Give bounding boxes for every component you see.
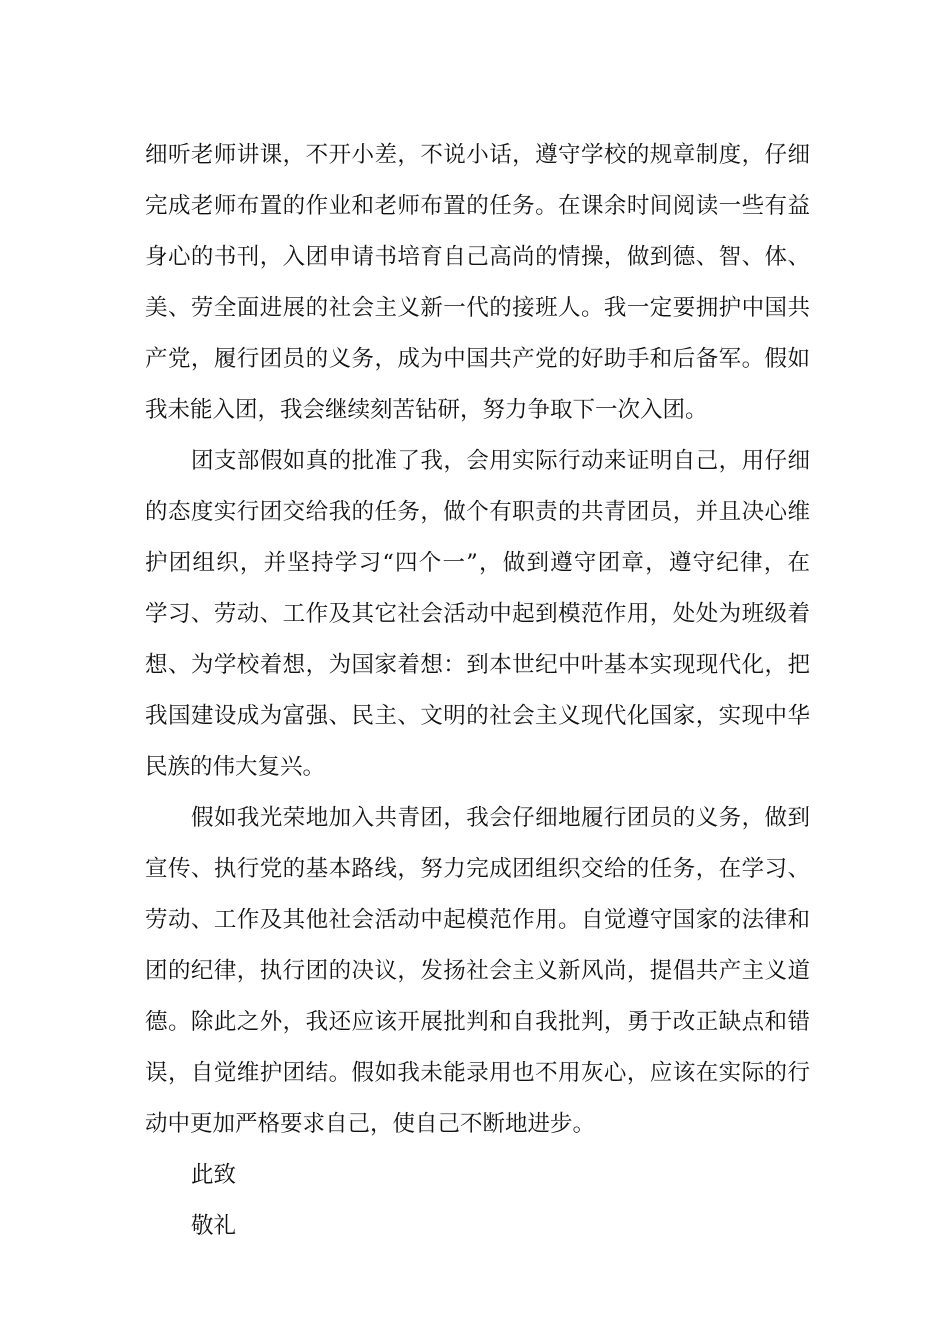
text-line: 身心的书刊，入团申请书培育自己高尚的情操，做到德、智、体、 xyxy=(145,244,810,270)
text-line: 护团组织，并坚持学习“四个一”，做到遵守团章，遵守纪律，在 xyxy=(145,550,810,576)
text-line: 学习、劳动、工作及其它社会活动中起到模范作用，处处为班级着 xyxy=(145,601,810,627)
text-line: 假如我光荣地加入共青团，我会仔细地履行团员的义务，做到 xyxy=(191,805,810,831)
paragraph-2 xyxy=(145,436,810,793)
paragraph-1 xyxy=(145,130,810,436)
text-line: 美、劳全面进展的社会主义新一代的接班人。我一定要拥护中国共 xyxy=(145,295,810,321)
text-line: 团的纪律，执行团的决议，发扬社会主义新风尚，提倡共产主义道 xyxy=(145,958,810,984)
text-line: 我未能入团，我会继续刻苦钻研，努力争取下一次入团。 xyxy=(145,397,708,423)
text-line: 误，自觉维护团结。假如我未能录用也不用灰心，应该在实际的行 xyxy=(145,1060,810,1086)
text-line: 团支部假如真的批准了我，会用实际行动来证明自己，用仔细 xyxy=(191,448,810,474)
paragraph-3 xyxy=(145,793,810,1150)
text-line: 细听老师讲课，不开小差，不说小话，遵守学校的规章制度，仔细 xyxy=(145,142,810,168)
text-line: 动中更加严格要求自己，使自己不断地进步。 xyxy=(145,1111,596,1137)
text-line: 劳动、工作及其他社会活动中起模范作用。自觉遵守国家的法律和 xyxy=(145,907,810,933)
text-line: 德。除此之外，我还应该开展批判和自我批判，勇于改正缺点和错 xyxy=(145,1009,810,1035)
closing-salutation: 此致 xyxy=(191,1162,237,1188)
text-line: 完成老师布置的作业和老师布置的任务。在课余时间阅读一些有益 xyxy=(145,193,810,219)
document-body xyxy=(145,130,810,1252)
closing-regards: 敬礼 xyxy=(191,1213,237,1239)
text-line: 的态度实行团交给我的任务，做个有职责的共青团员，并且决心维 xyxy=(145,499,810,525)
text-line: 民族的伟大复兴。 xyxy=(145,754,326,780)
text-line: 我国建设成为富强、民主、文明的社会主义现代化国家，实现中华 xyxy=(145,703,810,729)
text-line: 产党，履行团员的义务，成为中国共产党的好助手和后备军。假如 xyxy=(145,346,810,372)
text-line: 宣传、执行党的基本路线，努力完成团组织交给的任务，在学习、 xyxy=(145,856,810,882)
text-line: 想、为学校着想，为国家着想：到本世纪中叶基本实现现代化，把 xyxy=(145,652,810,678)
